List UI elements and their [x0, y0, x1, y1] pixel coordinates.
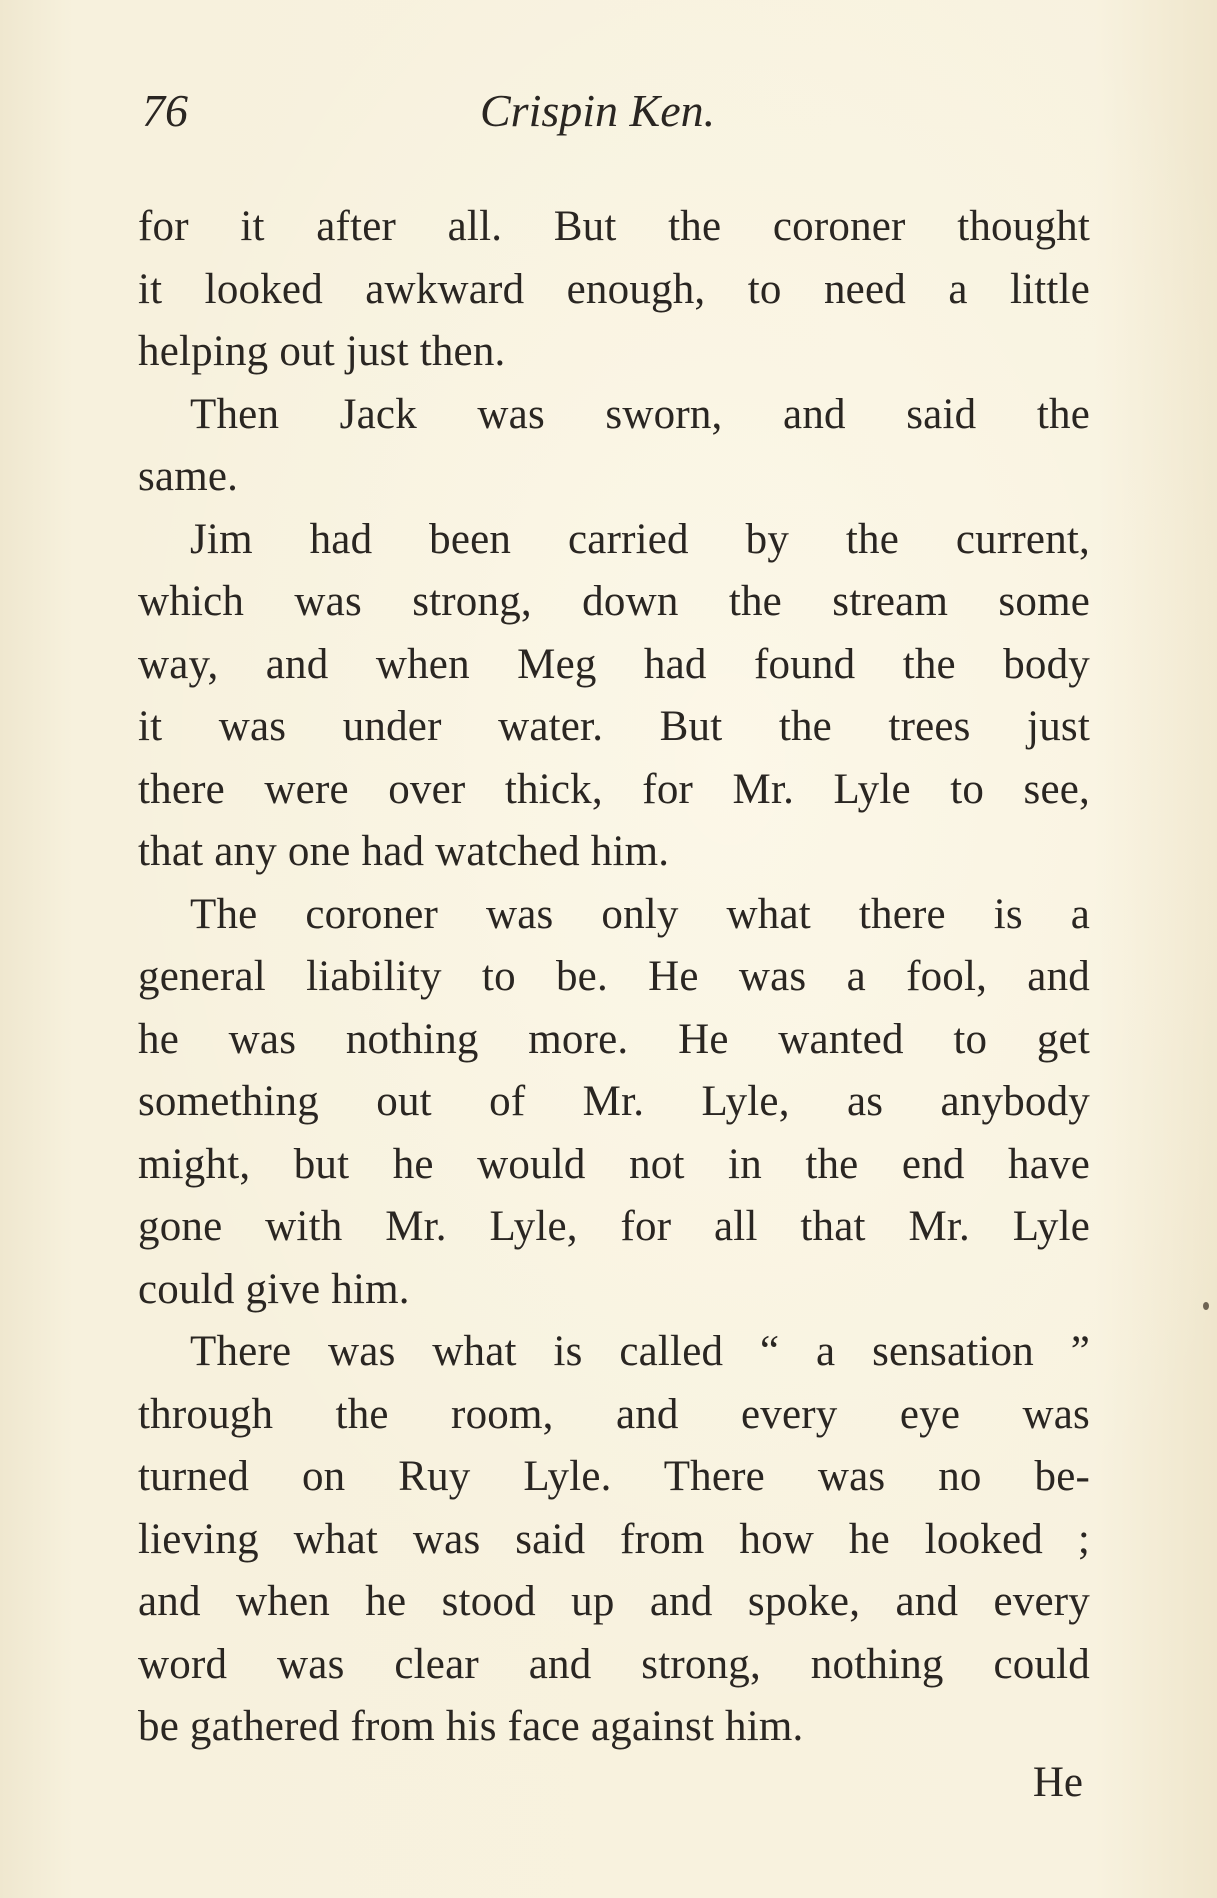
text-line: it was under water. But the trees just [138, 703, 1090, 750]
text-line: way, and when Meg had found the body [138, 640, 1090, 688]
page-number: 76 [142, 85, 188, 136]
text-line: might, but he would not in the end have [138, 1140, 1090, 1188]
text-line: there were over thick, for Mr. Lyle to see, [138, 765, 1090, 813]
text-line: lieving what was said from how he looked ; [138, 1515, 1090, 1563]
text-line: be gathered from his face against him. [138, 1703, 804, 1750]
page-speck [1203, 1302, 1209, 1310]
text-line: and when he stood up and spoke, and every [138, 1578, 1090, 1625]
page-header [138, 84, 1098, 144]
text-line: which was strong, down the stream some [138, 578, 1090, 625]
text-line: could give him. [138, 1265, 410, 1313]
text-line: word was clear and strong, nothing could [138, 1640, 1090, 1688]
text-line: turned on Ruy Lyle. There was no be- [138, 1453, 1090, 1500]
text-line: something out of Mr. Lyle, as anybody [138, 1078, 1090, 1125]
text-line: Jim had been carried by the current, [190, 515, 1090, 563]
text-line: it looked awkward enough, to need a little [138, 265, 1090, 313]
text-line: There was what is called “ a sensation ” [190, 1328, 1090, 1375]
text-line: Then Jack was sworn, and said the [190, 390, 1090, 438]
text-line: for it after all. But the coroner thought [138, 203, 1090, 250]
running-title: Crispin Ken. [480, 85, 716, 136]
text-line: The coroner was only what there is a [190, 890, 1090, 938]
text-line: general liability to be. He was a fool, and [138, 953, 1090, 1000]
text-line: gone with Mr. Lyle, for all that Mr. Lyle [138, 1203, 1090, 1250]
text-line: same. [138, 453, 239, 500]
catchword: He [1032, 1759, 1083, 1806]
text-line: helping out just then. [138, 328, 506, 375]
text-line: through the room, and every eye was [138, 1390, 1090, 1438]
body-text [138, 196, 1090, 1759]
text-line: he was nothing more. He wanted to get [138, 1015, 1090, 1063]
text-line: that any one had watched him. [138, 828, 670, 875]
